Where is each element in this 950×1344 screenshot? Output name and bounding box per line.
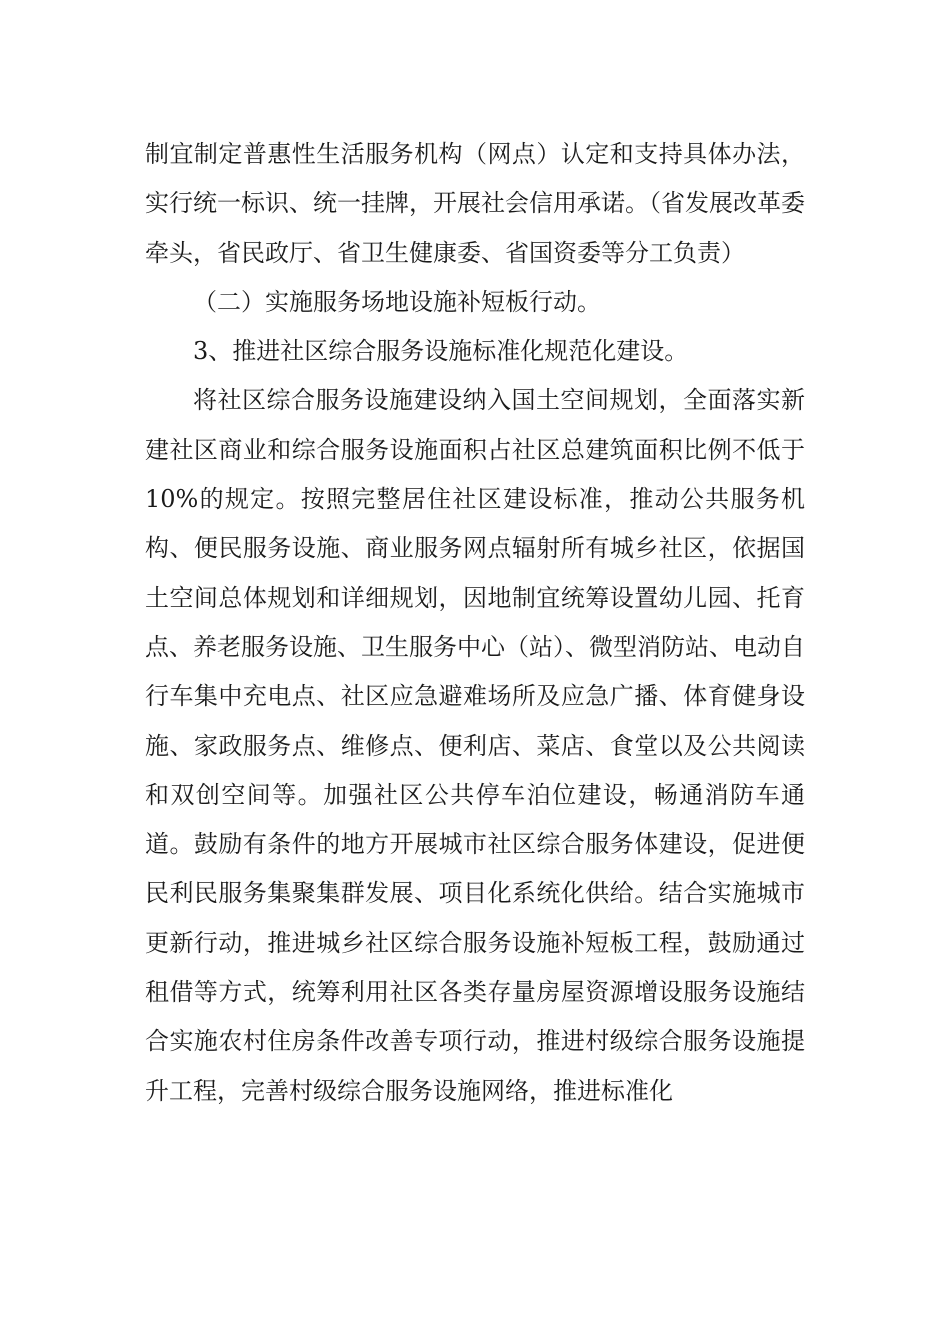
paragraph-continued-body: 制宜制定普惠性生活服务机构（网点）认定和支持具体办法，实行统一标识、统一挂牌，开展社会信用承诺。（省发展改革委牵头，省民政厅、省卫生健康委、省国资委等分工负责） — [145, 140, 805, 267]
document-body — [145, 130, 805, 1116]
section-heading-2: （二）实施服务场地设施补短板行动。 — [193, 287, 601, 316]
item-heading-3: 3、推进社区综合服务设施标准化规范化建设。 — [193, 337, 689, 366]
paragraph-body: 将社区综合服务设施建设纳入国土空间规划，全面落实新建社区商业和综合服务设施面积占社区总建筑面积比例不低于10%的规定。按照完整居住社区建设标准，推动公共服务机构、便民服务设施、商业服务网点辐射所有城乡社区，依据国土空间总体规划和详细规划，因地制宜统筹设置幼儿园、托育点、养老服务设施、卫生服务中心（站）、微型消防站、电动自行车集中充电点、社区应急避难场所及应急广播、体育健身设施、家政服务点、维修点、便利店、菜店、食堂以及公共阅读和双创空间等。加强社区公共停车泊位建设，畅通消防车通道。鼓励有条件的地方开展城市社区综合服务体建设，促进便民利民服务集聚集群发展、项目化系统化供给。结合实施城市更新行动，推进城乡社区综合服务设施补短板工程，鼓励通过租借等方式，统筹利用社区各类存量房屋资源增设服务设施结合实施农村住房条件改善专项行动，推进村级综合服务设施提升工程，完善村级综合服务设施网络，推进标准化 — [145, 386, 805, 1105]
